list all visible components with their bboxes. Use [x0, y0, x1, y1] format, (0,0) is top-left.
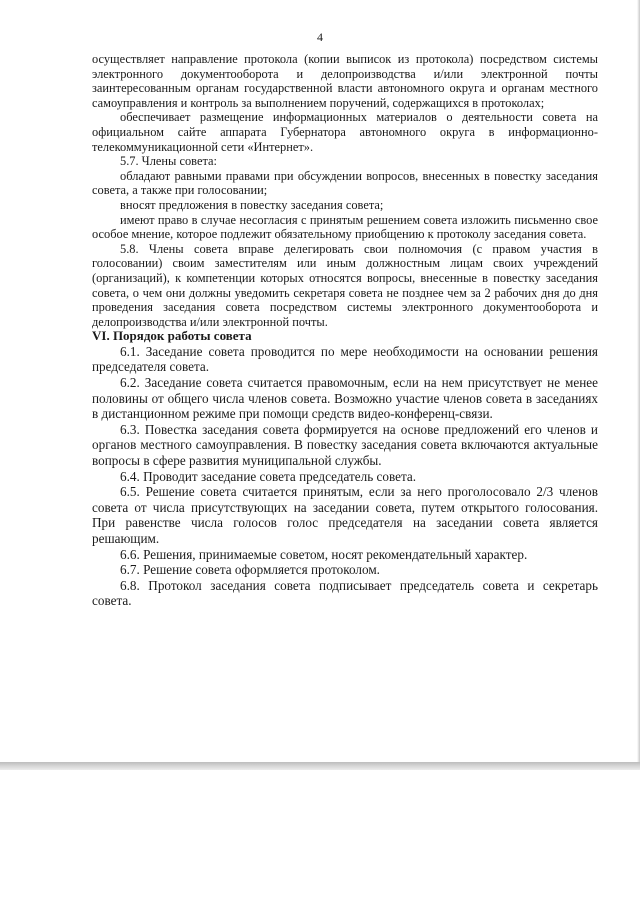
- paragraph: 6.3. Повестка заседания совета формируется на основе предложений его членов и органов местного самоуправления. В повестку заседания совета включаются актуальные вопросы в сфере развития муниципальной службы.: [92, 421, 598, 469]
- paragraph: 6.5. Решение совета считается принятым, если за него проголосовало 2/3 членов совета от числа присутствующих на заседании совета, путем открытого голосования. При равенстве числа голосов голос председателя на заседании совета является решающим.: [92, 484, 598, 546]
- section-body: [92, 344, 598, 609]
- paragraph: 6.2. Заседание совета считается правомочным, если на нем присутствует не менее половины от общего числа членов совета. Возможно участие членов совета в заседаниях в дистанционном режиме при помощи средств видео-конференц-связи.: [92, 375, 598, 422]
- paragraph: 6.4. Проводит заседание совета председатель совета.: [120, 468, 417, 484]
- scan-bottom-edge: [0, 762, 640, 770]
- document-body: [92, 52, 598, 609]
- page-number: 4: [317, 30, 323, 44]
- paragraph: вносят предложения в повестку заседания совета;: [120, 197, 384, 212]
- paragraph: обладают равными правами при обсуждении вопросов, внесенных в повестку заседания совета, а также при голосовании;: [92, 168, 598, 198]
- paragraph: 6.8. Протокол заседания совета подписывает председатель совета и секретарь совета.: [92, 577, 598, 609]
- paragraph: 5.8. Члены совета вправе делегировать свои полномочия (с правом участия в голосовании) своим заместителям или иным должностным лицам своих учреждений (организаций), к компетенции которых относятся вопросы, внесенные в повестку заседания совета, о чем они должны уведомить секретаря совета не позднее чем за 2 рабочих дня до дня проведения заседания совета посредством системы электронного документооборота и делопроизводства и/или электронной почты.: [92, 241, 598, 329]
- paragraph: 6.1. Заседание совета проводится по мере необходимости на основании решения председателя совета.: [92, 343, 598, 375]
- section-heading: VI. Порядок работы совета: [92, 328, 252, 344]
- paragraph: имеют право в случае несогласия с принятым решением совета изложить письменно свое особое мнение, которое подлежит обязательному приобщению к протоколу заседания совета.: [92, 212, 598, 242]
- paragraph: осуществляет направление протокола (копии выписок из протокола) посредством системы электронного документооборота и делопроизводства и/или электронной почты заинтересованным органам государственной власти автономного округа и органам местного самоуправления и контроль за выполнением поручений, содержащихся в протоколах;: [92, 52, 598, 110]
- paragraph: 5.7. Члены совета:: [120, 154, 217, 169]
- paragraph: 6.6. Решения, принимаемые советом, носят рекомендательный характер.: [120, 546, 528, 562]
- paragraph: обеспечивает размещение информационных материалов о деятельности совета на официальном сайте аппарата Губернатора автономного округа в информационно-телекоммуникационной сети «Интернет».: [92, 110, 598, 154]
- paragraph: 6.7. Решение совета оформляется протоколом.: [120, 562, 380, 578]
